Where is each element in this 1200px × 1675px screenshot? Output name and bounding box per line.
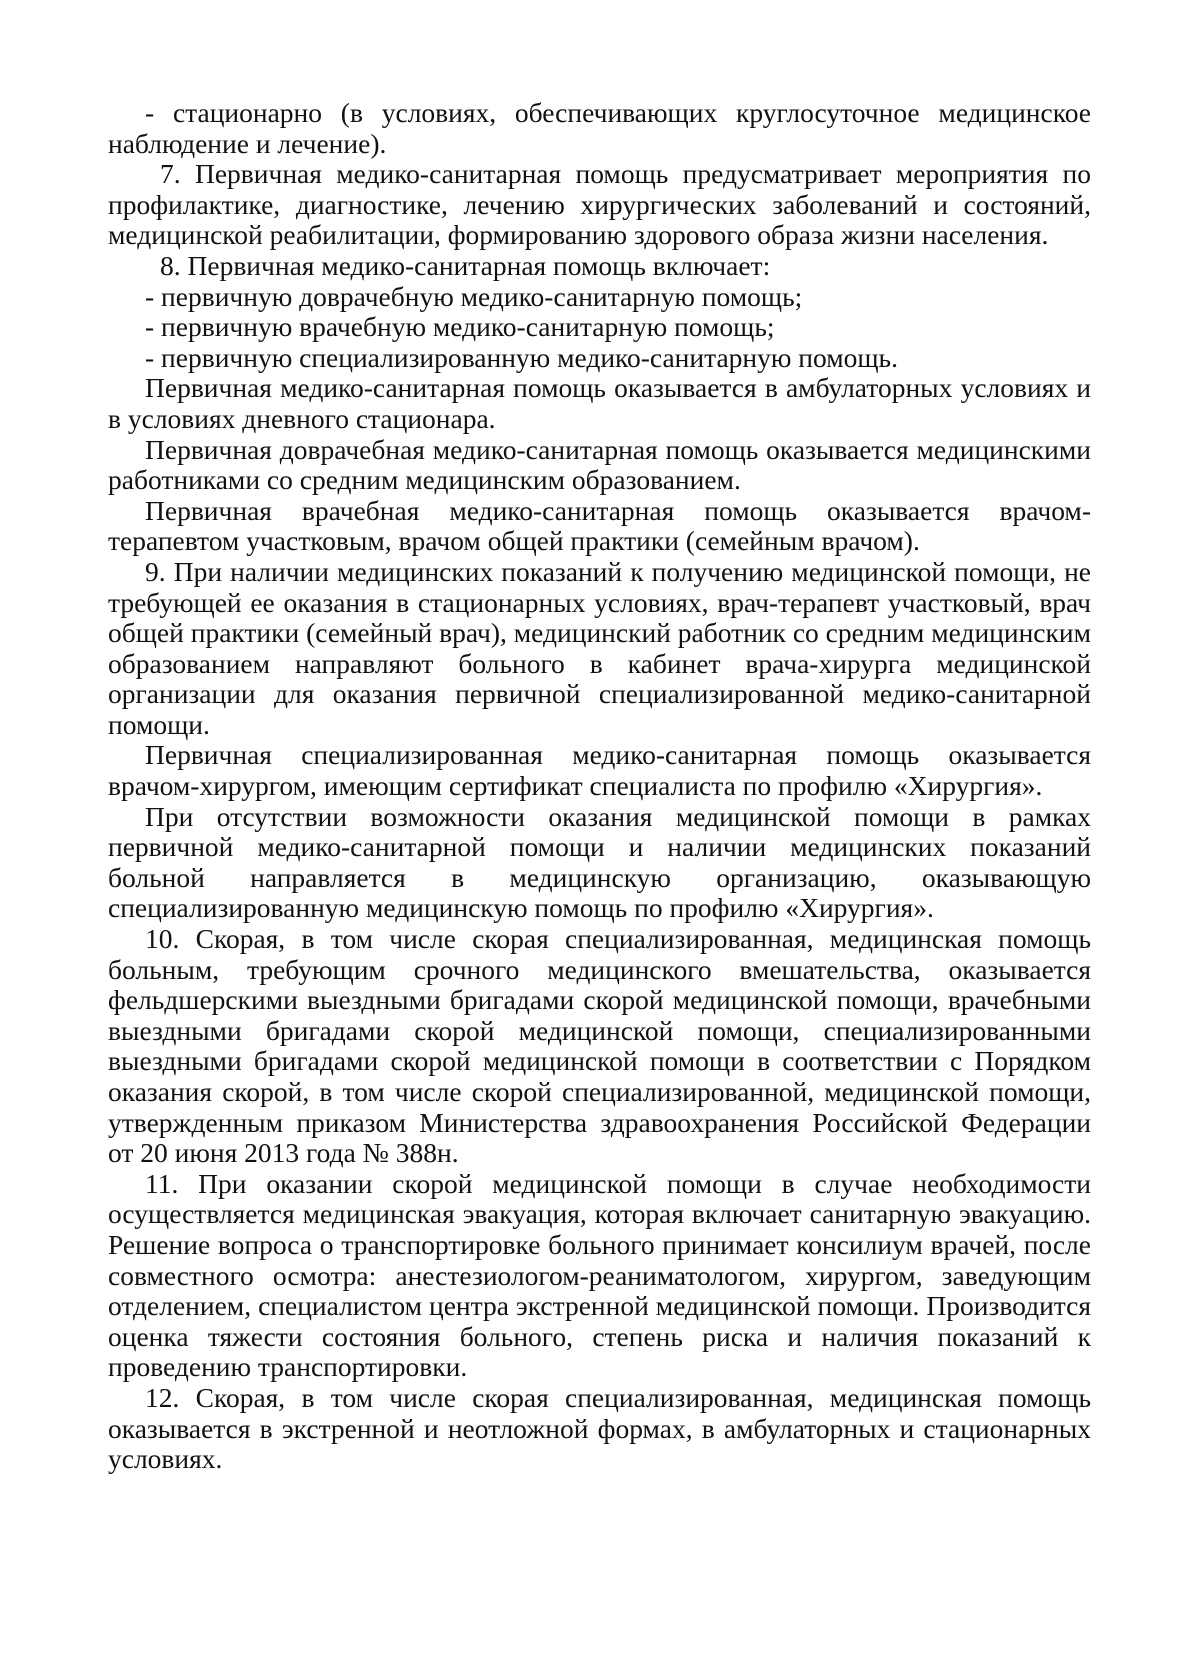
paragraph-item-11: 11. При оказании скорой медицинской помощи в случае необходимости осуществляется медицинская эвакуация, которая включает санитарную эвакуацию. Решение вопроса о транспортировке больного принимает консилиум врачей, после совместного осмотра: анестезиологом-реаниматологом, хирургом, заведующим отделением, специалистом центра экстренной медицинской помощи. Производится оценка тяжести состояния больного, степень риска и наличия показаний к проведению транспортировки. — [108, 1167, 1091, 1383]
document-page — [108, 98, 1091, 1475]
paragraph-specialized-care: Первичная специализированная медико-санитарная помощь оказывается врачом-хирургом, имеющим сертификат специалиста по профилю «Хирургия». — [108, 739, 1091, 802]
paragraph-referral: При отсутствии возможности оказания медицинской помощи в рамках первичной медико-санитарной помощи и наличии медицинских показаний больной направляется в медицинскую организацию, оказывающую специализированную медицинскую помощь по профилю «Хирургия». — [108, 800, 1091, 924]
paragraph-item-9: 9. При наличии медицинских показаний к получению медицинской помощи, не требующей ее оказания в стационарных условиях, врач-терапевт участковый, врач общей практики (семейный врач), медицинский работник со средним медицинским образованием направляют больного в кабинет врача-хирурга медицинской организации для оказания первичной специализированной медико-санитарной помощи. — [108, 555, 1091, 740]
paragraph-inpatient: - стационарно (в условиях, обеспечивающих круглосуточное медицинское наблюдение и лечение). — [108, 97, 1091, 159]
paragraph-physician-care: Первичная врачебная медико-санитарная помощь оказывается врачом-терапевтом участковым, врачом общей практики (семейным врачом). — [108, 494, 1091, 557]
paragraph-prehospital-staff: Первичная доврачебная медико-санитарная помощь оказывается медицинскими работниками со средним медицинским образованием. — [108, 433, 1091, 496]
list-item-specialized: - первичную специализированную медико-санитарную помощь. — [145, 341, 898, 373]
paragraph-item-12: 12. Скорая, в том числе скорая специализированная, медицинская помощь оказывается в экстренной и неотложной формах, в амбулаторных и стационарных условиях. — [108, 1381, 1091, 1475]
list-item-physician: - первичную врачебную медико-санитарную помощь; — [145, 311, 775, 343]
paragraph-item-10: 10. Скорая, в том числе скорая специализированная, медицинская помощь больным, требующим срочного медицинского вмешательства, оказывается фельдшерскими выездными бригадами скорой медицинской помощи, врачебными выездными бригадами скорой медицинской помощи, специализированными выездными бригадами скорой медицинской помощи в соответствии с Порядком оказания скорой, в том числе скорой специализированной, медицинской помощи, утвержденным приказом Министерства здравоохранения Российской Федерации от 20 июня 2013 года № 388н. — [108, 923, 1091, 1169]
paragraph-item-7: 7. Первичная медико-санитарная помощь предусматривает мероприятия по профилактике, диагностике, лечению хирургических заболеваний и состояний, медицинской реабилитации, формированию здорового образа жизни населения. — [108, 158, 1091, 251]
paragraph-primary-care-settings: Первичная медико-санитарная помощь оказывается в амбулаторных условиях и в условиях дневного стационара. — [108, 372, 1091, 434]
list-item-prehospital: - первичную доврачебную медико-санитарную помощь; — [145, 280, 803, 312]
paragraph-item-8: 8. Первичная медико-санитарная помощь включает: — [160, 249, 771, 281]
